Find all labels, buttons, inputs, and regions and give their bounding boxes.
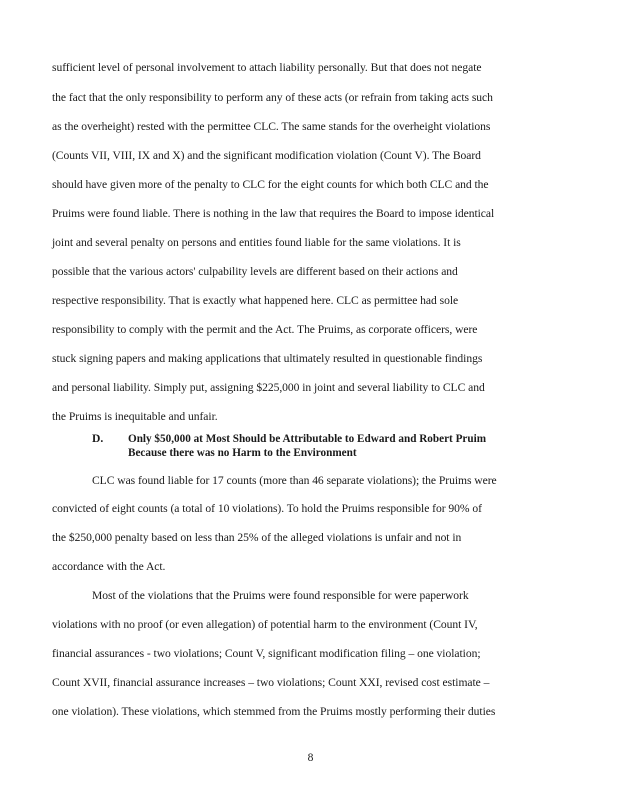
section-heading-letter: D.	[92, 432, 104, 445]
paragraph-2-line-3: the $250,000 penalty based on less than 25% of the alleged violations is unfair and not in	[52, 531, 462, 544]
paragraph-1-line-6: Pruims were found liable. There is nothing in the law that requires the Board to impose identical	[52, 207, 495, 220]
paragraph-2-line-2: convicted of eight counts (a total of 10 violations). To hold the Pruims responsible for 90% of	[52, 502, 482, 515]
paragraph-1-line-2: the fact that the only responsibility to perform any of these acts (or refrain from taking acts such	[52, 91, 493, 104]
section-heading-line-1: Only $50,000 at Most Should be Attributable to Edward and Robert Pruim	[128, 433, 487, 445]
paragraph-1-line-8: possible that the various actors' culpability levels are different based on their actions and	[52, 265, 458, 278]
paragraph-1-line-1: sufficient level of personal involvement to attach liability personally. But that does not negate	[52, 61, 482, 74]
paragraph-3-line-4: Count XVII, financial assurance increases – two violations; Count XXI, revised cost estimate –	[52, 676, 490, 689]
paragraph-1-line-4: (Counts VII, VIII, IX and X) and the significant modification violation (Count V). The Board	[52, 149, 481, 162]
paragraph-2-line-4: accordance with the Act.	[52, 560, 166, 573]
paragraph-2-line-1: CLC was found liable for 17 counts (more than 46 separate violations); the Pruims were	[92, 474, 497, 487]
page-number: 8	[307, 751, 314, 764]
paragraph-1-line-11: stuck signing papers and making applications that ultimately resulted in questionable findings	[52, 352, 483, 365]
paragraph-1-line-5: should have given more of the penalty to CLC for the eight counts for which both CLC and the	[52, 178, 489, 191]
paragraph-1-line-12: and personal liability. Simply put, assigning $225,000 in joint and several liability to CLC and	[52, 381, 485, 394]
paragraph-3-line-2: violations with no proof (or even allegation) of potential harm to the environment (Count IV,	[52, 618, 478, 631]
paragraph-1-line-9: respective responsibility. That is exactly what happened here. CLC as permittee had sole	[52, 294, 459, 307]
paragraph-3-line-3: financial assurances - two violations; Count V, significant modification filing – one violation;	[52, 647, 481, 660]
paragraph-1-line-3: as the overheight) rested with the permittee CLC. The same stands for the overheight violations	[52, 120, 491, 133]
section-heading-line-2: Because there was no Harm to the Environment	[128, 447, 357, 459]
paragraph-3-line-5: one violation). These violations, which stemmed from the Pruims mostly performing their duties	[52, 705, 496, 718]
paragraph-1-line-10: responsibility to comply with the permit and the Act. The Pruims, as corporate officers, were	[52, 323, 478, 336]
paragraph-3-line-1: Most of the violations that the Pruims were found responsible for were paperwork	[92, 589, 469, 602]
paragraph-1-line-13: the Pruims is inequitable and unfair.	[52, 410, 218, 423]
paragraph-1-line-7: joint and several penalty on persons and entities found liable for the same violations. It is	[52, 236, 461, 249]
